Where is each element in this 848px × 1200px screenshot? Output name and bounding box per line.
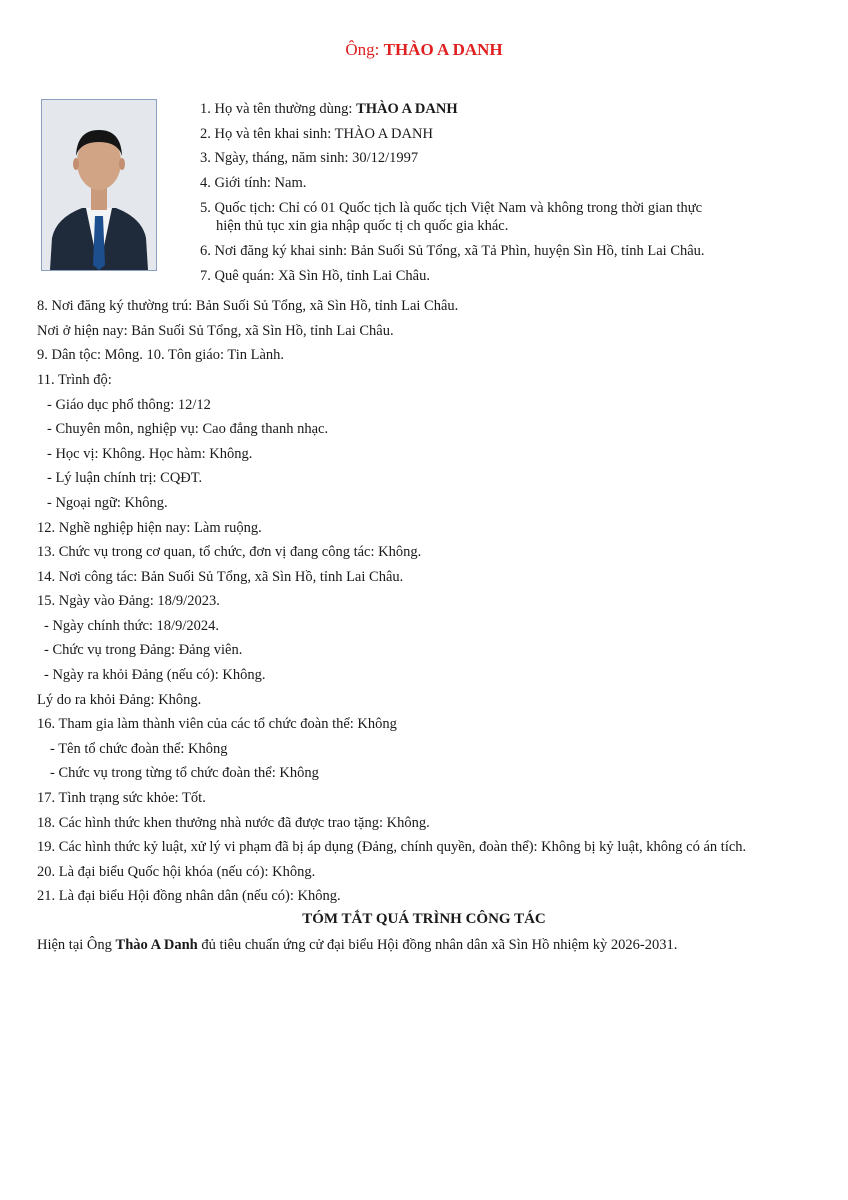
item-7: 7. Quê quán: Xã Sìn Hồ, tỉnh Lai Châu.: [200, 268, 430, 284]
item-15-party-position: - Chức vụ trong Đảng: Đảng viên.: [44, 642, 243, 658]
item-1-name: THÀO A DANH: [356, 101, 458, 117]
title-name: THÀO A DANH: [383, 40, 503, 59]
summary-prefix: Hiện tại Ông: [37, 937, 116, 953]
item-17: 17. Tình trạng sức khỏe: Tốt.: [37, 790, 206, 806]
item-11-political-theory: - Lý luận chính trị: CQĐT.: [47, 470, 203, 486]
item-18: 18. Các hình thức khen thưởng nhà nước đã được trao tặng: Không.: [37, 815, 430, 831]
item-3: 3. Ngày, tháng, năm sinh: 30/12/1997: [200, 150, 419, 166]
item-5-line-1: 5. Quốc tịch: Chỉ có 01 Quốc tịch là quốc tịch Việt Nam và không trong thời gian thực: [200, 200, 703, 216]
item-12: 12. Nghề nghiệp hiện nay: Làm ruộng.: [37, 520, 262, 536]
item-11-foreign-language: - Ngoại ngữ: Không.: [47, 495, 168, 511]
item-15-leave-reason: Lý do ra khỏi Đảng: Không.: [37, 692, 202, 708]
item-19: 19. Các hình thức kỷ luật, xử lý vi phạm đã bị áp dụng (Đảng, chính quyền, đoàn thể): Không bị kỷ luật, không có án tích.: [37, 839, 747, 855]
item-20: 20. Là đại biểu Quốc hội khóa (nếu có): Không.: [37, 864, 316, 880]
item-15-leave-date: - Ngày ra khỏi Đảng (nếu có): Không.: [44, 667, 266, 683]
page-title: [0, 40, 848, 60]
item-15-official-date: - Ngày chính thức: 18/9/2024.: [44, 618, 219, 634]
portrait-illustration: [42, 100, 156, 270]
item-13: 13. Chức vụ trong cơ quan, tổ chức, đơn vị đang công tác: Không.: [37, 544, 422, 560]
summary-title: TÓM TẮT QUÁ TRÌNH CÔNG TÁC: [302, 911, 546, 927]
item-16: 16. Tham gia làm thành viên của các tổ chức đoàn thể: Không: [37, 716, 397, 732]
item-11: 11. Trình độ:: [37, 372, 112, 388]
item-4: 4. Giới tính: Nam.: [200, 175, 307, 191]
summary-name: Thào A Danh: [115, 937, 198, 953]
item-8: 8. Nơi đăng ký thường trú: Bản Suối Sủ Tổng, xã Sìn Hồ, tỉnh Lai Châu.: [37, 298, 459, 314]
item-9-10: 9. Dân tộc: Mông. 10. Tôn giáo: Tin Lành.: [37, 347, 285, 363]
item-15: 15. Ngày vào Đảng: 18/9/2023.: [37, 593, 220, 609]
item-1: [200, 101, 458, 118]
item-21: 21. Là đại biểu Hội đồng nhân dân (nếu có): Không.: [37, 888, 341, 904]
summary-text: [37, 937, 677, 954]
item-16-org-name: - Tên tổ chức đoàn thể: Không: [50, 741, 228, 757]
item-1-label: 1. Họ và tên thường dùng:: [200, 101, 357, 117]
item-6: 6. Nơi đăng ký khai sinh: Bản Suối Sủ Tổng, xã Tả Phìn, huyện Sìn Hồ, tỉnh Lai Châu.: [200, 243, 705, 259]
item-8-current-residence: Nơi ở hiện nay: Bản Suối Sủ Tổng, xã Sìn Hồ, tỉnh Lai Châu.: [37, 323, 394, 339]
title-prefix: Ông:: [345, 40, 384, 59]
item-2: 2. Họ và tên khai sinh: THÀO A DANH: [200, 126, 433, 142]
item-16-org-position: - Chức vụ trong từng tổ chức đoàn thể: Không: [50, 765, 319, 781]
item-11-degree: - Học vị: Không. Học hàm: Không.: [47, 446, 253, 462]
summary-suffix: đủ tiêu chuẩn ứng cử đại biểu Hội đồng nhân dân xã Sìn Hồ nhiệm kỳ 2026-2031.: [197, 937, 678, 953]
item-11-profession: - Chuyên môn, nghiệp vụ: Cao đẳng thanh nhạc.: [47, 421, 329, 437]
portrait-photo: [41, 99, 157, 271]
item-14: 14. Nơi công tác: Bản Suối Sủ Tổng, xã Sìn Hồ, tỉnh Lai Châu.: [37, 569, 404, 585]
item-5-line-2: hiện thủ tục xin gia nhập quốc tị ch quốc gia khác.: [216, 218, 509, 234]
item-11-education: - Giáo dục phổ thông: 12/12: [47, 397, 211, 413]
